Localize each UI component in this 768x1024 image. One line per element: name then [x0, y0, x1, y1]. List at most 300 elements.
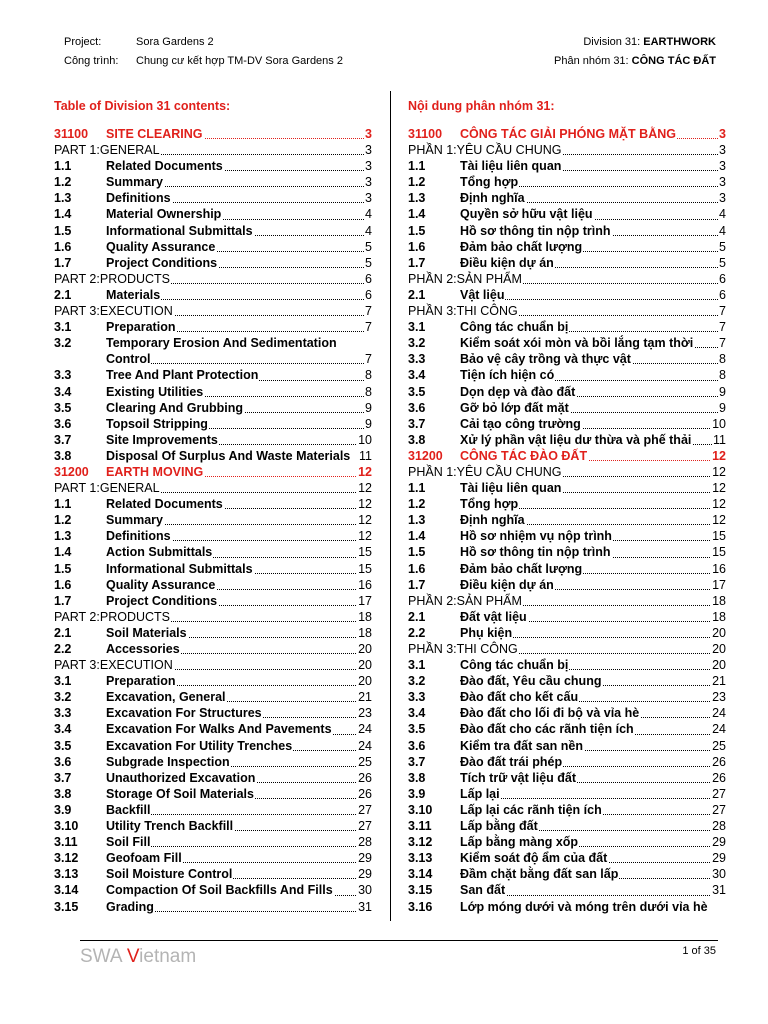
toc-title-english: Table of Division 31 contents: — [54, 99, 231, 113]
toc-entry-number: 31200 — [408, 448, 443, 463]
toc-entry-title: Tree And Plant Protection — [106, 368, 259, 383]
toc-entry-title: Compaction Of Soil Backfills And Fills — [106, 883, 333, 898]
toc-part[interactable] — [54, 303, 372, 319]
toc-section[interactable] — [54, 464, 372, 480]
project-label: Project: — [64, 36, 102, 48]
congtrinh-label: Công trình: — [64, 55, 119, 67]
toc-entry-title: Definitions — [106, 191, 171, 206]
toc-entry-title: Storage Of Soil Materials — [106, 786, 254, 801]
toc-entry-title: Tổng hợp — [460, 497, 519, 512]
toc-entry-text-wrapper — [408, 271, 726, 287]
toc-entry[interactable] — [408, 239, 726, 255]
toc-entry-title: Summary — [106, 513, 163, 528]
toc-entry-text-wrapper — [106, 287, 372, 303]
toc-entry-page: 8 — [719, 352, 726, 367]
toc-entry-text-wrapper — [460, 882, 726, 898]
toc-entry-title: Site Improvements — [106, 432, 218, 447]
header-row-congtrinh — [0, 55, 768, 71]
toc-entry-number: 3.5 — [408, 384, 426, 399]
toc-entry[interactable] — [408, 818, 726, 834]
toc-entry-number: 3.2 — [54, 690, 72, 705]
toc-entry-text-wrapper — [106, 754, 372, 770]
toc-entry-number: 1.3 — [54, 191, 72, 206]
toc-entry-page: 31 — [712, 883, 726, 898]
toc-entry-text-wrapper — [54, 303, 372, 319]
toc-entry-number: 3.7 — [54, 432, 72, 447]
toc-entry[interactable] — [54, 802, 372, 818]
toc-entry-page: 20 — [712, 642, 726, 656]
toc-entry-title: Related Documents — [106, 159, 223, 174]
toc-entry-title: Công tác chuẩn bị — [460, 320, 569, 335]
toc-entry-page: 4 — [719, 223, 726, 238]
toc-entry-text-wrapper — [460, 673, 726, 689]
toc-entry-title: San đất — [460, 883, 506, 898]
toc-entry[interactable] — [54, 416, 372, 432]
toc-entry-text-wrapper — [106, 367, 372, 383]
toc-entry[interactable] — [54, 190, 372, 206]
toc-entry[interactable] — [408, 496, 726, 512]
toc-entry-number: 3.3 — [408, 352, 426, 367]
toc-entry-page: 12 — [358, 481, 372, 496]
toc-entry-text-wrapper — [106, 834, 372, 850]
toc-entry[interactable] — [408, 705, 726, 721]
toc-entry[interactable] — [54, 641, 372, 657]
header-row-project — [0, 36, 768, 52]
toc-entry-number: 1.6 — [54, 577, 72, 592]
toc-entry-number: 3.1 — [408, 658, 426, 673]
toc-entry-title: Điều kiện dự án — [460, 255, 554, 270]
toc-entry[interactable] — [408, 206, 726, 222]
toc-entry-text-wrapper — [460, 512, 726, 528]
toc-entry[interactable] — [408, 577, 726, 593]
toc-entry[interactable] — [408, 738, 726, 754]
toc-entry[interactable] — [54, 625, 372, 641]
toc-entry-text-wrapper — [106, 721, 372, 737]
toc-entry[interactable] — [54, 496, 372, 512]
toc-entry-number: 3.16 — [408, 899, 433, 914]
toc-entry[interactable] — [54, 882, 372, 898]
toc-entry-page: 6 — [365, 287, 372, 302]
toc-entry-title: PART 3:EXECUTION — [54, 658, 173, 673]
toc-entry[interactable] — [54, 689, 372, 705]
toc-entry-page: 29 — [712, 851, 726, 866]
toc-entry-number: 3.6 — [408, 400, 426, 415]
toc-entry[interactable] — [54, 287, 372, 303]
toc-entry[interactable] — [54, 899, 372, 915]
toc-entry-title: Phụ kiện — [460, 625, 513, 640]
toc-entry-title: PHẦN 3:THI CÔNG — [408, 304, 518, 319]
toc-entry-title: Soil Moisture Control — [106, 867, 233, 882]
toc-entry[interactable] — [54, 577, 372, 593]
toc-entry[interactable] — [408, 689, 726, 705]
toc-entry-number: 3.11 — [408, 819, 432, 834]
toc-entry-number: 3.9 — [408, 786, 426, 801]
toc-entry[interactable] — [54, 319, 372, 335]
toc-entry[interactable] — [408, 609, 726, 625]
toc-entry[interactable] — [54, 561, 372, 577]
toc-entry-text-wrapper — [460, 351, 726, 367]
toc-entry-number: 3.13 — [54, 867, 79, 882]
toc-column-english — [54, 98, 372, 915]
toc-entry-page: 20 — [712, 658, 726, 673]
phannhom-prefix: Phân nhóm 31: — [554, 55, 632, 67]
toc-entry[interactable] — [408, 480, 726, 496]
toc-entry-title: Soil Fill — [106, 835, 151, 850]
toc-entry-title: PART 2:PRODUCTS — [54, 271, 170, 286]
toc-entry-number: 1.4 — [54, 207, 72, 222]
toc-entry[interactable] — [54, 673, 372, 689]
toc-entry[interactable] — [54, 866, 372, 882]
logo-part-b: ietnam — [139, 946, 197, 967]
toc-entry[interactable] — [408, 834, 726, 850]
phannhom-name: CÔNG TÁC ĐẤT — [631, 55, 716, 67]
toc-entry-page: 12 — [712, 513, 726, 528]
toc-entry-title: Summary — [106, 175, 163, 190]
toc-entry-title: PART 3:EXECUTION — [54, 304, 173, 319]
toc-entry[interactable] — [408, 544, 726, 560]
toc-entry-text-wrapper — [106, 850, 372, 866]
toc-entry[interactable] — [54, 528, 372, 544]
toc-entry[interactable] — [54, 255, 372, 271]
toc-entry[interactable] — [408, 786, 726, 802]
toc-entry-text-wrapper — [460, 834, 726, 850]
toc-entry[interactable] — [54, 770, 372, 786]
toc-entry-title: Bảo vệ cây trồng và thực vật — [460, 352, 631, 367]
toc-entry[interactable] — [54, 384, 372, 400]
toc-entry-page: 20 — [358, 642, 372, 656]
toc-entry[interactable] — [408, 802, 726, 818]
toc-entry-title: Lấp bằng màng xốp — [460, 835, 579, 850]
toc-entry-page: 3 — [719, 159, 726, 174]
toc-entry-page: 8 — [365, 368, 372, 383]
toc-entry-page: 15 — [358, 545, 372, 560]
toc-entry-page: 15 — [712, 545, 726, 560]
toc-entry-title: Công tác chuẩn bị — [460, 658, 569, 673]
toc-entry-page: 7 — [365, 352, 372, 367]
toc-entry-text-wrapper — [460, 335, 726, 351]
toc-entry-page: 8 — [365, 384, 372, 399]
toc-entry-text-wrapper — [460, 738, 726, 754]
toc-entry-page: 12 — [358, 464, 372, 479]
toc-entry[interactable] — [54, 400, 372, 416]
toc-entry-title: Quyền sở hữu vật liệu — [460, 207, 593, 222]
toc-entry-number: 1.2 — [54, 513, 72, 528]
toc-entry-number: 3.7 — [408, 416, 426, 431]
toc-entry-text-wrapper — [106, 496, 372, 512]
page-number: 1 of 35 — [682, 945, 716, 957]
toc-entry-text-wrapper — [106, 239, 372, 255]
toc-entry[interactable] — [408, 351, 726, 367]
toc-entry-page: 5 — [365, 239, 372, 254]
toc-entry-text-wrapper — [106, 577, 372, 593]
toc-entry-number: 1.1 — [54, 497, 72, 512]
toc-entry-page: 28 — [358, 835, 372, 850]
toc-entry-page: 7 — [719, 320, 726, 335]
toc-entry-number: 3.7 — [408, 754, 426, 769]
column-divider — [390, 91, 391, 921]
toc-entry-number: 3.15 — [54, 899, 79, 914]
toc-entry-title: Lấp bằng đất — [460, 819, 538, 834]
toc-part[interactable] — [408, 641, 726, 657]
toc-entry-text-wrapper — [106, 818, 372, 834]
toc-entry-text-wrapper — [106, 384, 372, 400]
toc-entry-text-wrapper — [460, 657, 726, 673]
toc-entry-page: 5 — [719, 255, 726, 270]
toc-entry[interactable] — [54, 544, 372, 560]
toc-part[interactable] — [54, 142, 372, 158]
toc-entry-text-wrapper — [460, 400, 726, 416]
toc-entry-title: Clearing And Grubbing — [106, 400, 244, 415]
toc-entry-title: Topsoil Stripping — [106, 416, 208, 431]
toc-part[interactable] — [408, 464, 726, 480]
toc-part[interactable] — [54, 480, 372, 496]
toc-entry-title: Definitions — [106, 529, 171, 544]
toc-title-vietnamese: Nội dung phân nhóm 31: — [408, 99, 555, 113]
toc-entry[interactable] — [54, 738, 372, 754]
toc-entry-title: Tài liệu liên quan — [460, 481, 562, 496]
toc-entry[interactable] — [408, 158, 726, 174]
toc-entry-title: Đảm bảo chất lượng — [460, 561, 583, 576]
toc-entry[interactable] — [408, 657, 726, 673]
toc-entry[interactable] — [408, 512, 726, 528]
toc-entry-number: 2.2 — [408, 625, 426, 640]
toc-entry-page: 3 — [365, 127, 372, 141]
toc-entry[interactable] — [54, 335, 372, 351]
toc-entry-page: 10 — [712, 416, 726, 431]
toc-entry[interactable] — [54, 512, 372, 528]
toc-entry[interactable] — [408, 416, 726, 432]
toc-entry-page: 3 — [365, 159, 372, 174]
toc-entry-title: Action Submittals — [106, 545, 213, 560]
toc-entry-text-wrapper — [460, 126, 726, 142]
toc-entry-page: 20 — [712, 625, 726, 640]
toc-entry-page: 9 — [719, 384, 726, 399]
toc-entry-page: 27 — [712, 786, 726, 801]
toc-entry-title: SITE CLEARING — [106, 127, 203, 141]
toc-entry[interactable] — [54, 448, 372, 464]
toc-entry-title: Đầm chặt bằng đất san lấp — [460, 867, 619, 882]
toc-entry-title: Excavation, General — [106, 690, 226, 705]
toc-entry[interactable] — [408, 528, 726, 544]
toc-entry-page: 21 — [358, 690, 372, 705]
toc-entry-title: Đào đất trái phép — [460, 754, 563, 769]
toc-entry-text-wrapper — [106, 223, 372, 239]
toc-entry-number: 3.10 — [408, 802, 433, 817]
toc-entry-page: 7 — [719, 336, 726, 351]
toc-entry-number: 3.1 — [54, 320, 72, 335]
toc-entry-number: 3.8 — [408, 432, 426, 447]
toc-entry-page: 31 — [358, 899, 372, 914]
toc-part[interactable] — [54, 657, 372, 673]
toc-entry-number: 1.6 — [408, 239, 426, 254]
toc-entry-number: 1.2 — [408, 175, 426, 190]
toc-entry-page: 12 — [358, 513, 372, 528]
toc-entry-page: 28 — [712, 819, 726, 834]
toc-entry-text-wrapper — [460, 190, 726, 206]
toc-entry[interactable] — [54, 174, 372, 190]
toc-entry-title: Lớp móng dưới và móng trên dưới vỉa hè — [460, 899, 708, 914]
toc-entry-page: 6 — [719, 287, 726, 302]
toc-entry[interactable] — [408, 223, 726, 239]
toc-entry[interactable] — [54, 754, 372, 770]
toc-entry-text-wrapper — [460, 577, 726, 593]
toc-entry[interactable] — [408, 335, 726, 351]
toc-entry-page: 11 — [713, 432, 726, 447]
toc-entry[interactable] — [54, 593, 372, 609]
toc-entry-page: 20 — [358, 658, 372, 673]
toc-entry-number: 3.3 — [54, 368, 72, 383]
toc-entry-number: 2.1 — [408, 287, 426, 302]
toc-entry-title: Preparation — [106, 320, 176, 335]
toc-entry-title: Temporary Erosion And Sedimentation — [106, 336, 337, 351]
toc-entry-number: 3.5 — [408, 722, 426, 737]
toc-entry-number: 1.6 — [54, 239, 72, 254]
toc-entry-page: 3 — [365, 191, 372, 206]
toc-entry[interactable] — [408, 384, 726, 400]
toc-entry-text-wrapper — [460, 786, 726, 802]
toc-entry-title: Utility Trench Backfill — [106, 819, 234, 834]
toc-entry[interactable] — [408, 673, 726, 689]
toc-entry-number: 3.14 — [54, 883, 79, 898]
toc-entry-title: Lấp lại — [460, 786, 500, 801]
toc-entry-title: CÔNG TÁC ĐÀO ĐẤT — [460, 448, 588, 463]
toc-entry-text-wrapper — [408, 593, 726, 609]
toc-entry-title: Grading — [106, 899, 154, 914]
toc-entry-text-wrapper — [106, 174, 372, 190]
toc-entry[interactable] — [408, 432, 726, 448]
toc-entry[interactable] — [408, 174, 726, 190]
toc-entry[interactable] — [54, 721, 372, 737]
toc-entry[interactable] — [54, 705, 372, 721]
toc-entry-title: Excavation For Structures — [106, 706, 262, 721]
toc-entry[interactable] — [54, 223, 372, 239]
toc-entry-number: 1.2 — [54, 175, 72, 190]
toc-part[interactable] — [408, 142, 726, 158]
toc-entry[interactable] — [54, 786, 372, 802]
toc-entry[interactable] — [408, 255, 726, 271]
toc-part[interactable] — [54, 271, 372, 287]
toc-entry-text-wrapper — [106, 866, 372, 882]
toc-entry-page: 24 — [358, 738, 372, 753]
toc-entry[interactable] — [408, 899, 726, 915]
toc-section[interactable] — [54, 126, 372, 142]
toc-entry[interactable] — [408, 721, 726, 737]
toc-entry-number: 2.1 — [54, 625, 72, 640]
toc-entry-page: 18 — [358, 609, 372, 624]
toc-entry-title: PHẦN 3:THI CÔNG — [408, 642, 518, 656]
toc-entry-page: 6 — [365, 271, 372, 286]
toc-entry-text-wrapper — [460, 528, 726, 544]
toc-entry-number: 2.1 — [54, 287, 72, 302]
toc-entry[interactable] — [408, 882, 726, 898]
toc-entry-number: 3.4 — [54, 722, 72, 737]
toc-part[interactable] — [408, 303, 726, 319]
toc-entry-text-wrapper — [106, 673, 372, 689]
toc-entry-text-wrapper — [460, 721, 726, 737]
toc-entry[interactable] — [54, 206, 372, 222]
toc-entry-number: 3.2 — [408, 674, 426, 689]
toc-section[interactable] — [408, 126, 726, 142]
division-title — [583, 36, 716, 48]
toc-entry-text-wrapper — [460, 206, 726, 222]
toc-part[interactable] — [408, 271, 726, 287]
toc-entry-text-wrapper — [106, 689, 372, 705]
toc-entry-number: 1.7 — [408, 255, 426, 270]
toc-entry-title: Đào đất cho lối đi bộ và vỉa hè — [460, 706, 640, 721]
toc-part[interactable] — [54, 609, 372, 625]
toc-entry[interactable] — [54, 818, 372, 834]
toc-entry[interactable] — [54, 367, 372, 383]
toc-entry[interactable] — [408, 625, 726, 641]
toc-entry-page: 26 — [358, 770, 372, 785]
toc-entry-number: 3.6 — [54, 754, 72, 769]
toc-entry-number: 3.12 — [408, 835, 433, 850]
logo-part-a: SWA — [80, 946, 127, 967]
toc-entry-number: 1.5 — [54, 561, 72, 576]
toc-entry[interactable] — [54, 834, 372, 850]
toc-entry-text-wrapper — [106, 705, 372, 721]
toc-entry[interactable] — [408, 400, 726, 416]
toc-entry[interactable] — [54, 351, 372, 367]
toc-list-english — [54, 126, 372, 915]
toc-entry-title: Vật liệu — [460, 287, 505, 302]
toc-entry-page: 26 — [712, 770, 726, 785]
toc-entry-number: 31100 — [54, 127, 89, 141]
toc-entry-page: 12 — [358, 529, 372, 544]
toc-entry-number: 1.1 — [408, 481, 426, 496]
toc-entry[interactable] — [54, 850, 372, 866]
toc-entry-page: 16 — [712, 561, 726, 576]
toc-entry[interactable] — [408, 754, 726, 770]
toc-entry-text-wrapper — [106, 126, 372, 142]
toc-entry-title: Đất vật liệu — [460, 609, 527, 624]
toc-entry-number: 3.6 — [408, 738, 426, 753]
toc-entry[interactable] — [54, 158, 372, 174]
toc-entry-text-wrapper — [460, 239, 726, 255]
toc-entry-number: 1.4 — [408, 207, 426, 222]
toc-entry[interactable] — [408, 287, 726, 303]
toc-entry-number: 31200 — [54, 464, 89, 479]
toc-entry[interactable] — [408, 866, 726, 882]
toc-entry[interactable] — [408, 561, 726, 577]
toc-entry[interactable] — [408, 850, 726, 866]
toc-section[interactable] — [408, 448, 726, 464]
toc-entry-page: 3 — [719, 175, 726, 190]
toc-entry-title: PHẦN 2:SẢN PHẨM — [408, 271, 522, 286]
toc-entry[interactable] — [408, 190, 726, 206]
toc-entry[interactable] — [54, 239, 372, 255]
toc-entry[interactable] — [408, 367, 726, 383]
toc-entry-page: 3 — [365, 143, 372, 158]
toc-entry-text-wrapper — [460, 480, 726, 496]
toc-entry-title: Material Ownership — [106, 207, 222, 222]
toc-entry-number: 2.2 — [54, 642, 72, 656]
toc-entry-title: Đào đất cho các rãnh tiện ích — [460, 722, 634, 737]
toc-entry-title: Backfill — [106, 802, 151, 817]
toc-entry-page: 7 — [365, 304, 372, 319]
toc-entry-number: 1.3 — [408, 191, 426, 206]
toc-entry-number: 3.10 — [54, 819, 79, 834]
toc-entry-text-wrapper — [106, 641, 372, 657]
toc-entry-text-wrapper — [106, 448, 372, 464]
toc-entry-text-wrapper — [106, 770, 372, 786]
toc-part[interactable] — [408, 593, 726, 609]
toc-column-vietnamese — [408, 98, 726, 915]
toc-entry[interactable] — [54, 432, 372, 448]
toc-entry[interactable] — [408, 770, 726, 786]
toc-entry[interactable] — [408, 319, 726, 335]
toc-entry-text-wrapper — [106, 158, 372, 174]
